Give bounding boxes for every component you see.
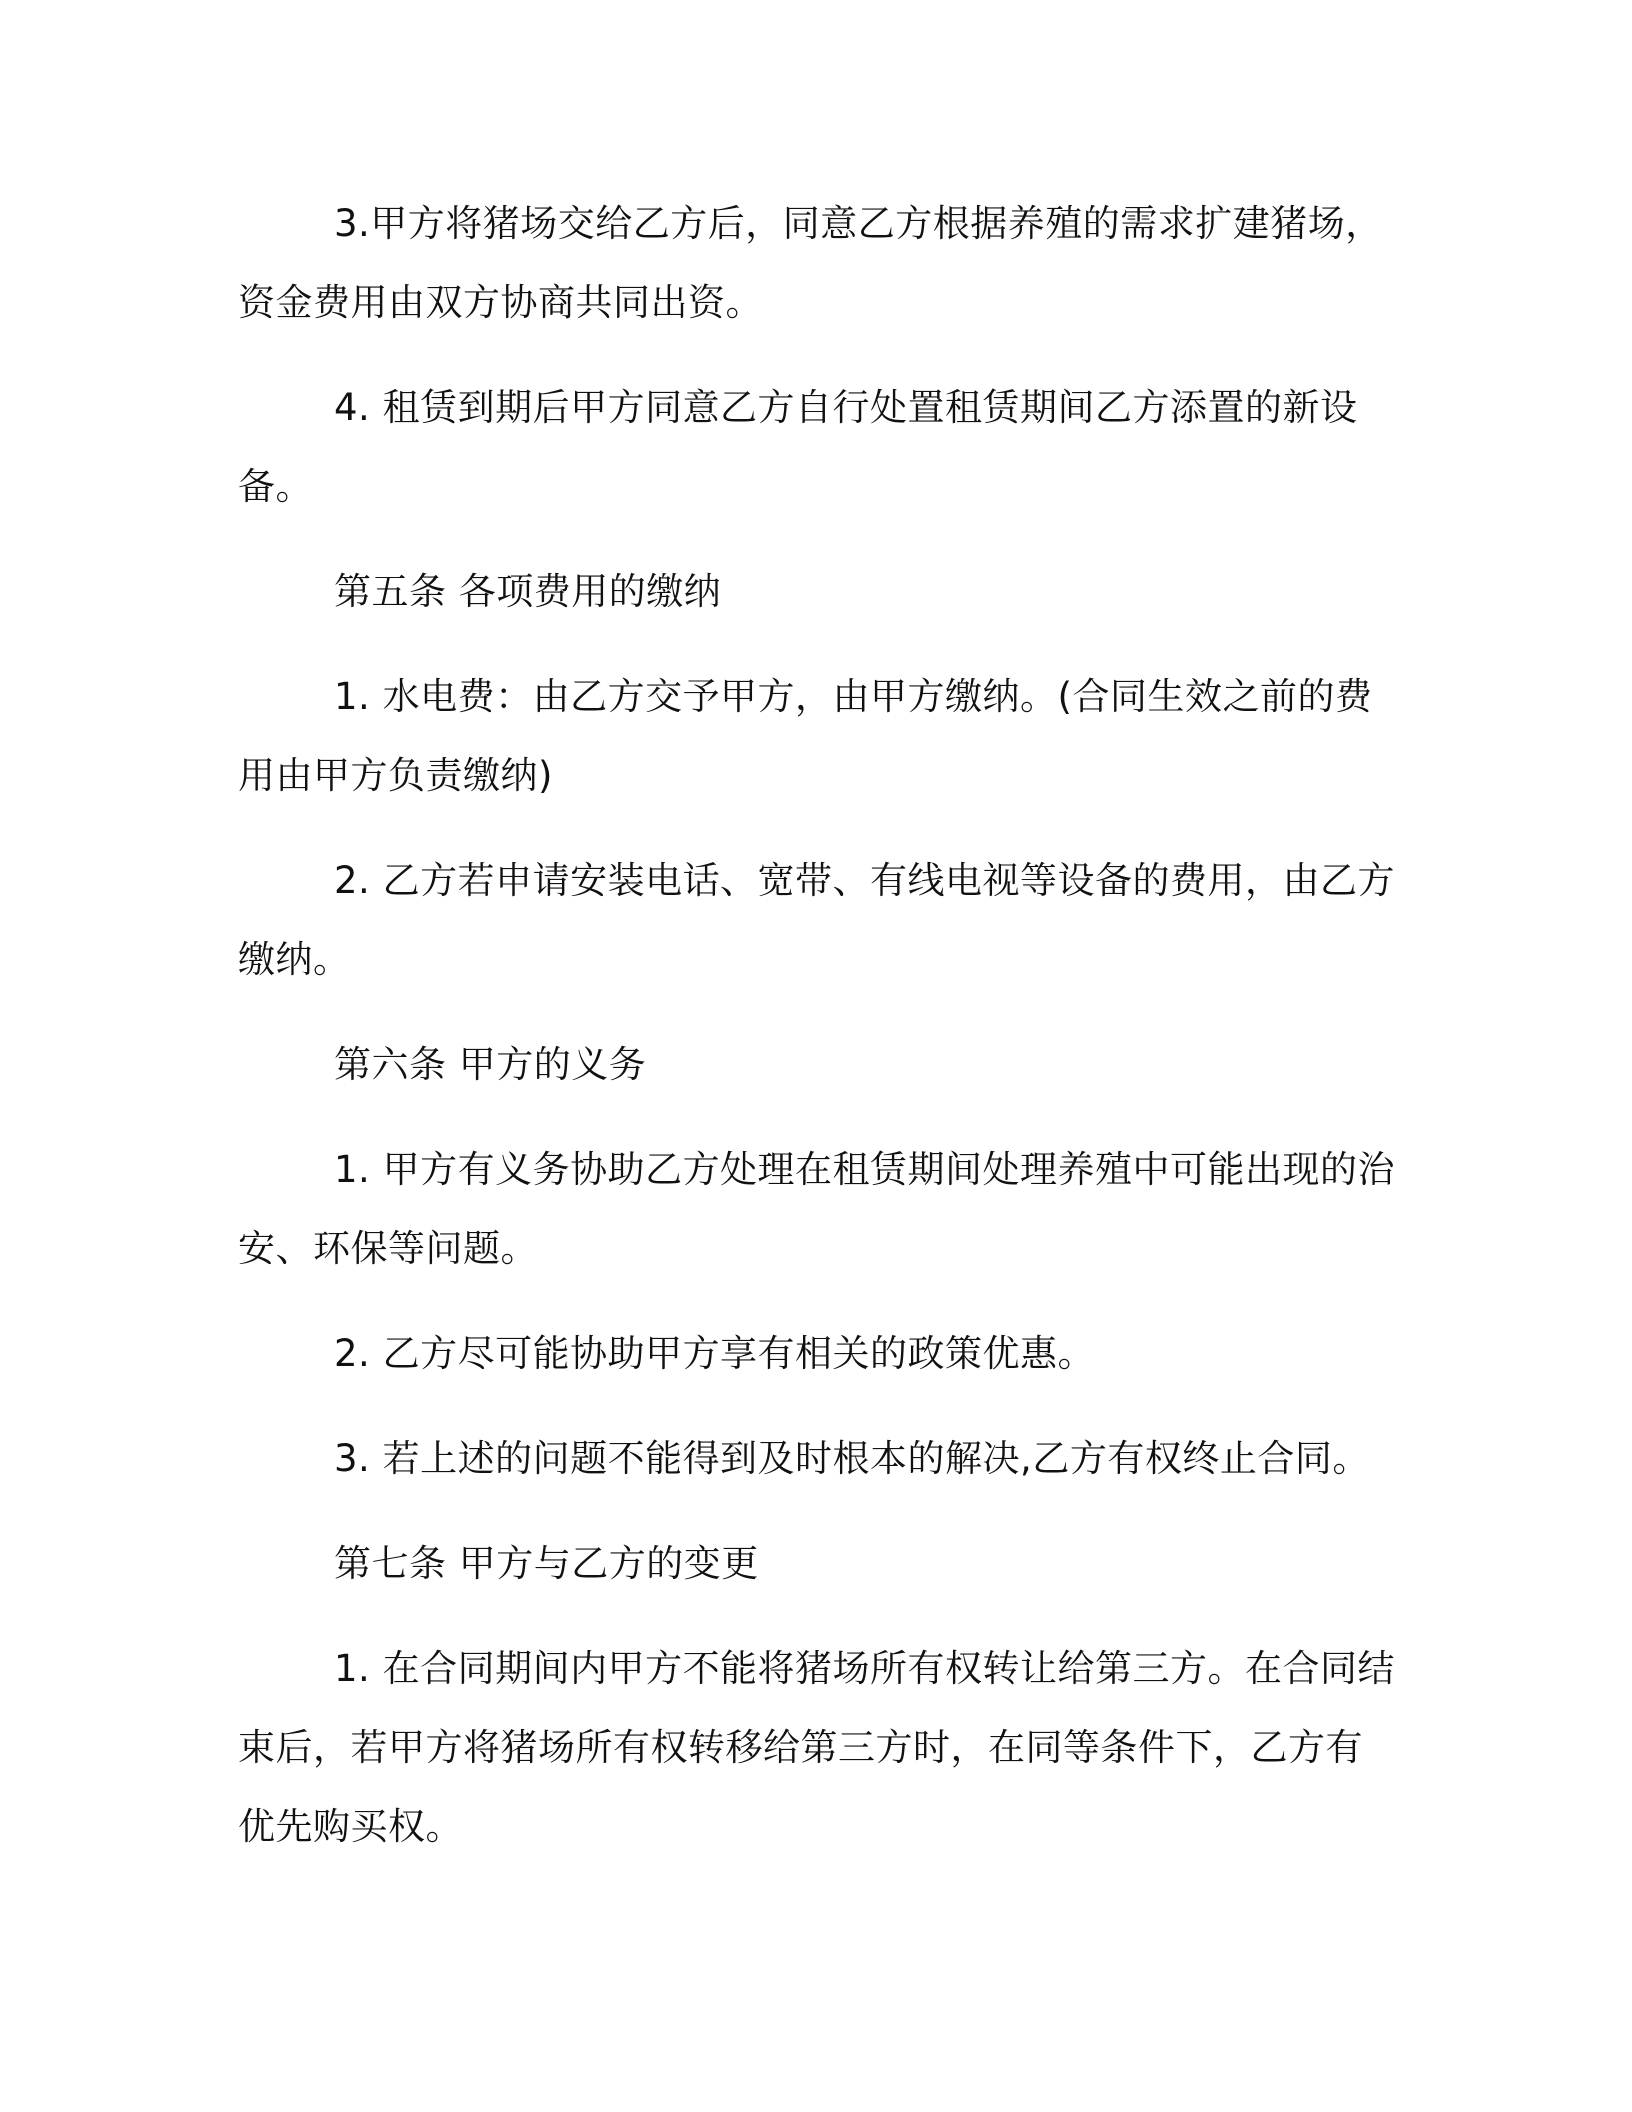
- text-line: 3.甲方将猪场交给乙方后，同意乙方根据养殖的需求扩建猪场，: [334, 202, 1383, 245]
- clause-5-item-1-utilities: [238, 657, 1398, 815]
- text-line: 资金费用由双方协商共同出资。: [238, 281, 763, 324]
- heading-text: 第五条 各项费用的缴纳: [334, 570, 722, 613]
- heading-text: 第六条 甲方的义务: [334, 1043, 647, 1086]
- text-line: 1. 甲方有义务协助乙方处理在租赁期间处理养殖中可能出现的治: [334, 1148, 1396, 1191]
- text-line: 4. 租赁到期后甲方同意乙方自行处置租赁期间乙方添置的新设备。: [238, 386, 1358, 508]
- clause-item-3-expansion: [238, 184, 1398, 342]
- clause-7-item-1-ownership: [238, 1629, 1398, 1866]
- text-line: 2. 乙方若申请安装电话、宽带、有线电视等设备的费用，由乙方: [334, 859, 1396, 902]
- text-line: 2. 乙方尽可能协助甲方享有相关的政策优惠。: [334, 1332, 1096, 1375]
- text-line: 用由甲方负责缴纳): [238, 754, 553, 797]
- clause-item-4-equipment: [238, 368, 1398, 526]
- text-line: 束后，若甲方将猪场所有权转移给第三方时，在同等条件下，乙方有: [238, 1726, 1363, 1769]
- article-7-heading: [238, 1524, 1398, 1603]
- clause-6-item-2-policy: [238, 1314, 1398, 1393]
- clause-6-item-3-termination: [238, 1419, 1398, 1498]
- text-line: 安、环保等问题。: [238, 1227, 538, 1270]
- article-5-heading: [238, 552, 1398, 631]
- text-line: 3. 若上述的问题不能得到及时根本的解决,乙方有权终止合同。: [334, 1437, 1370, 1480]
- document-body: [238, 184, 1398, 1892]
- clause-5-item-2-telecom: [238, 841, 1398, 999]
- text-line: 1. 在合同期间内甲方不能将猪场所有权转让给第三方。在合同结: [334, 1647, 1396, 1690]
- heading-text: 第七条 甲方与乙方的变更: [334, 1542, 759, 1585]
- text-line: 缴纳。: [238, 938, 351, 981]
- clause-6-item-1-assistance: [238, 1130, 1398, 1288]
- article-6-heading: [238, 1025, 1398, 1104]
- text-line: 优先购买权。: [238, 1805, 463, 1848]
- text-line: 1. 水电费：由乙方交予甲方，由甲方缴纳。(合同生效之前的费: [334, 675, 1373, 718]
